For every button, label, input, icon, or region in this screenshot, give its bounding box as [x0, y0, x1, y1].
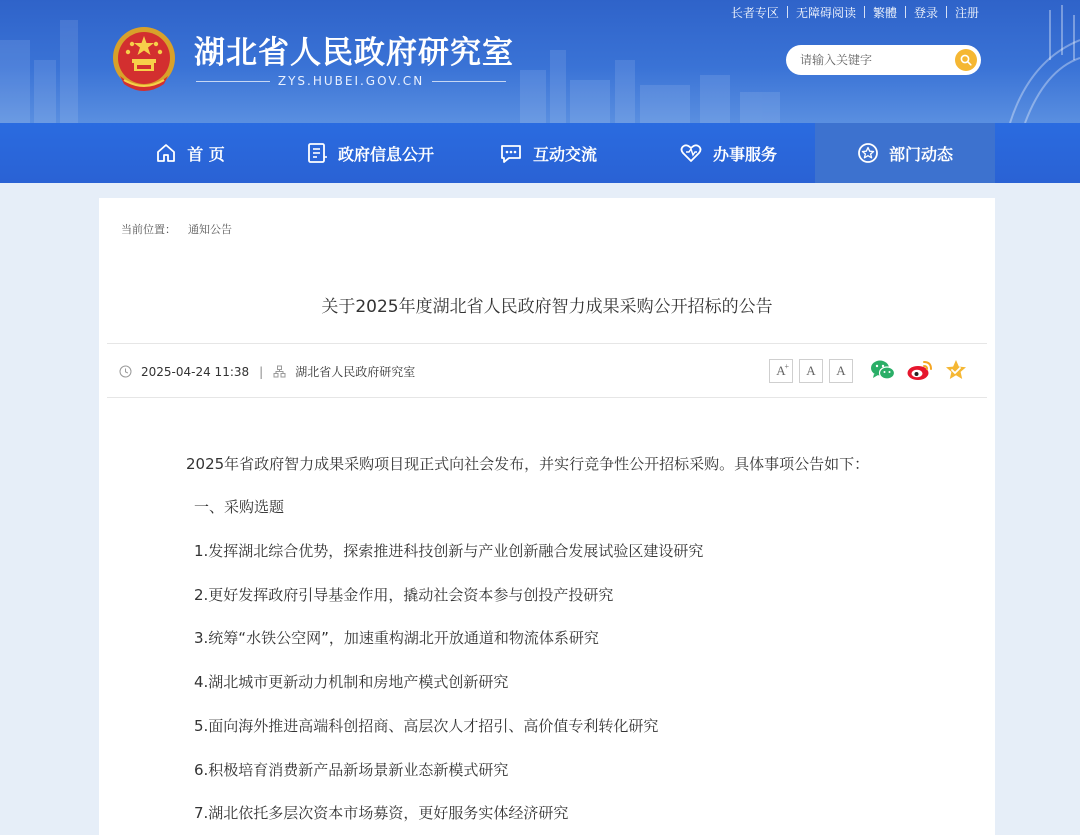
section-heading: 一、采购选题: [194, 498, 285, 516]
nav-label: 首 页: [187, 144, 225, 164]
font-larger-button[interactable]: A +: [769, 359, 793, 383]
font-button-label: A: [806, 363, 816, 378]
topic-item: 3.统筹“水铁公空网”，加速重构湖北开放通道和物流体系研究: [194, 629, 599, 647]
share-icons: [870, 358, 978, 382]
site-domain: ZYS.HUBEI.GOV.CN: [277, 74, 425, 88]
search-box: [786, 45, 981, 75]
favorite-button[interactable]: [944, 358, 968, 382]
article-source: 湖北省人民政府研究室: [295, 365, 416, 379]
font-smaller-button[interactable]: [829, 359, 853, 383]
nav-label: 政府信息公开: [337, 144, 434, 164]
weibo-icon: [906, 358, 934, 382]
breadcrumb-current[interactable]: 通知公告: [188, 223, 232, 236]
search-icon: [960, 54, 972, 66]
home-icon: [155, 142, 177, 164]
site-title[interactable]: 湖北省人民政府研究室: [194, 35, 514, 71]
topic-item: 2.更好发挥政府引导基金作用，撬动社会资本参与创投产投研究: [194, 586, 614, 604]
font-button-label: A: [836, 363, 846, 378]
topic-item: 7.湖北依托多层次资本市场募资，更好服务实体经济研究: [194, 804, 569, 822]
top-links: [723, 4, 987, 20]
article-title: 关于2025年度湖北省人民政府智力成果采购公开招标的公告: [321, 297, 773, 317]
register-link[interactable]: 注册: [954, 5, 979, 20]
article-card: [99, 198, 995, 835]
publish-date: 2025-04-24 11:38: [141, 364, 250, 379]
font-size-controls: [769, 359, 859, 383]
domain-line-left: [196, 81, 270, 82]
topic-item: 1.发挥湖北综合优势，探索推进科技创新与产业创新融合发展试验区建设研究: [194, 542, 704, 560]
search-button[interactable]: [955, 49, 977, 71]
site-header: [0, 0, 1080, 123]
article-meta: [119, 344, 415, 399]
traditional-chinese-link[interactable]: 繁體: [872, 5, 897, 20]
document-icon: [306, 142, 328, 164]
nav-item-home[interactable]: [140, 123, 240, 183]
heart-icon: [679, 142, 703, 164]
breadcrumb: [121, 221, 232, 237]
nav-item-services[interactable]: [666, 123, 790, 183]
wechat-icon: [870, 358, 896, 382]
chat-icon: [499, 142, 523, 164]
favorite-icon: [944, 358, 968, 382]
breadcrumb-prefix: 当前位置：: [121, 223, 176, 236]
topic-item: 4.湖北城市更新动力机制和房地产模式创新研究: [194, 673, 509, 691]
share-weibo-button[interactable]: [906, 358, 934, 382]
topic-item: 6.积极培育消费新产品新场景新业态新模式研究: [194, 761, 509, 779]
nav-item-interaction[interactable]: [488, 123, 608, 183]
nav-label: 办事服务: [712, 144, 777, 164]
star-icon: [857, 142, 879, 164]
share-wechat-button[interactable]: [870, 358, 896, 382]
accessible-reading-link[interactable]: 无障碍阅读: [795, 5, 856, 20]
article-intro: 2025年省政府智力成果采购项目现正式向社会发布，并实行竞争性公开招标采购。具体事项公告如下：: [186, 455, 870, 473]
search-input[interactable]: [800, 49, 940, 71]
nav-item-gov-info[interactable]: [290, 123, 450, 183]
font-default-button[interactable]: [799, 359, 823, 383]
domain-line-right: [432, 81, 506, 82]
nav-item-dept-news[interactable]: [815, 123, 995, 183]
font-button-label: A: [776, 363, 786, 378]
source-icon: [273, 365, 286, 378]
main-nav: [0, 123, 1080, 183]
login-link[interactable]: 登录: [913, 5, 938, 20]
clock-icon: [119, 365, 132, 378]
national-emblem-icon: [110, 24, 178, 96]
elder-zone-link[interactable]: 长者专区: [730, 5, 779, 20]
meta-divider: |: [259, 364, 264, 379]
topic-item: 5.面向海外推进高端科创招商、高层次人才招引、高价值专利转化研究: [194, 717, 659, 735]
nav-label: 互动交流: [532, 144, 597, 164]
nav-label: 部门动态: [888, 144, 953, 164]
site-domain-row: [196, 73, 506, 89]
article-meta-bar: [107, 343, 987, 398]
